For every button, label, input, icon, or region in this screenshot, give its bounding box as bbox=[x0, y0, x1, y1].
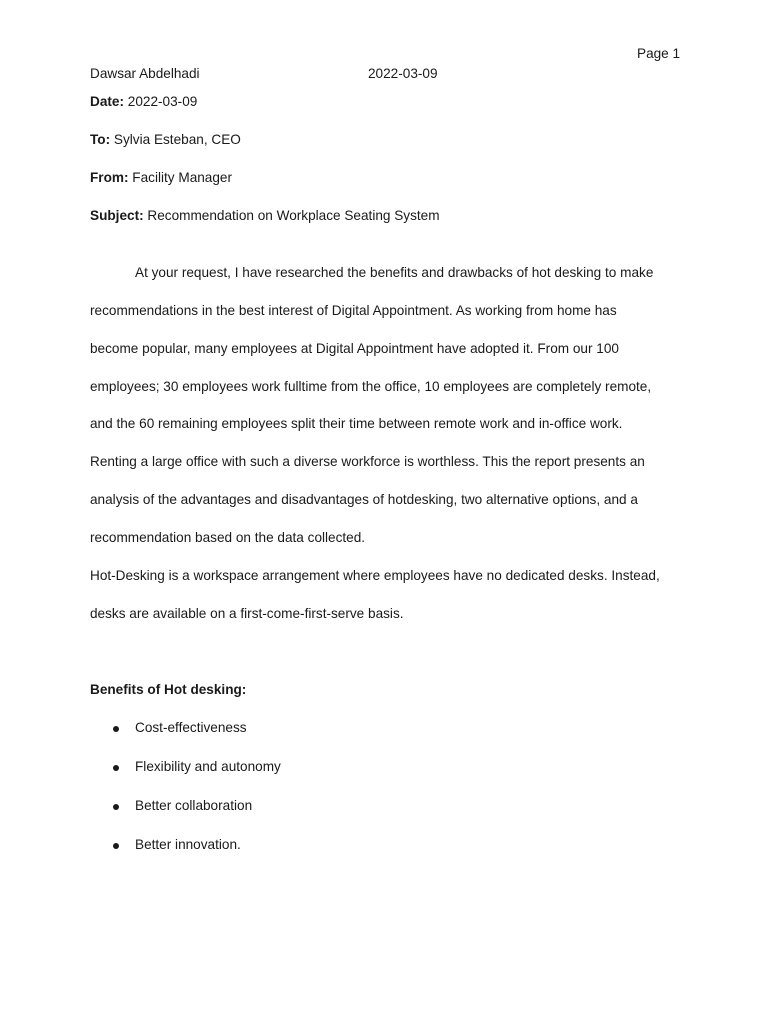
paragraph-line: recommendation based on the data collected. bbox=[90, 530, 366, 545]
paragraph-line: Hot-Desking is a workspace arrangement where employees have no dedicated desks. Instead, bbox=[90, 568, 660, 583]
memo-from-label: From: bbox=[90, 170, 129, 185]
paragraph-line: become popular, many employees at Digital Appointment have adopted it. From our 100 bbox=[90, 341, 619, 356]
paragraph-line: desks are available on a first-come-first-serve basis. bbox=[90, 606, 404, 621]
paragraph-line: Renting a large office with such a diverse workforce is worthless. This the report presents an bbox=[90, 454, 645, 469]
memo-date-line bbox=[90, 94, 197, 109]
memo-subject-value: Recommendation on Workplace Seating System bbox=[147, 208, 440, 223]
memo-to-label: To: bbox=[90, 132, 111, 147]
header-author: Dawsar Abdelhadi bbox=[90, 66, 200, 81]
list-item-text: Cost-effectiveness bbox=[135, 720, 247, 735]
bullet-icon bbox=[113, 804, 119, 810]
memo-subject-line bbox=[90, 208, 440, 223]
memo-to-line bbox=[90, 132, 241, 147]
list-item-text: Better collaboration bbox=[135, 798, 253, 813]
paragraph-line: recommendations in the best interest of Digital Appointment. As working from home has bbox=[90, 303, 617, 318]
memo-subject-label: Subject: bbox=[90, 208, 144, 223]
memo-date-value: 2022-03-09 bbox=[127, 94, 198, 109]
page-number: Page 1 bbox=[637, 46, 681, 61]
paragraph-line: and the 60 remaining employees split their time between remote work and in-office work. bbox=[90, 416, 623, 431]
list-item-text: Better innovation. bbox=[135, 837, 241, 852]
header-date: 2022-03-09 bbox=[368, 66, 438, 81]
memo-to-value: Sylvia Esteban, CEO bbox=[113, 132, 241, 147]
paragraph-line: At your request, I have researched the benefits and drawbacks of hot desking to make bbox=[135, 265, 654, 280]
bullet-icon bbox=[113, 765, 119, 771]
bullet-icon bbox=[113, 843, 119, 849]
memo-date-label: Date: bbox=[90, 94, 124, 109]
memo-from-line bbox=[90, 170, 232, 185]
paragraph-line: analysis of the advantages and disadvantages of hotdesking, two alternative options, and a bbox=[90, 492, 638, 507]
bullet-icon bbox=[113, 726, 119, 732]
list-item-text: Flexibility and autonomy bbox=[135, 759, 281, 774]
paragraph-line: employees; 30 employees work fulltime from the office, 10 employees are completely remote, bbox=[90, 379, 652, 394]
benefits-heading: Benefits of Hot desking: bbox=[90, 682, 247, 697]
memo-from-value: Facility Manager bbox=[132, 170, 233, 185]
